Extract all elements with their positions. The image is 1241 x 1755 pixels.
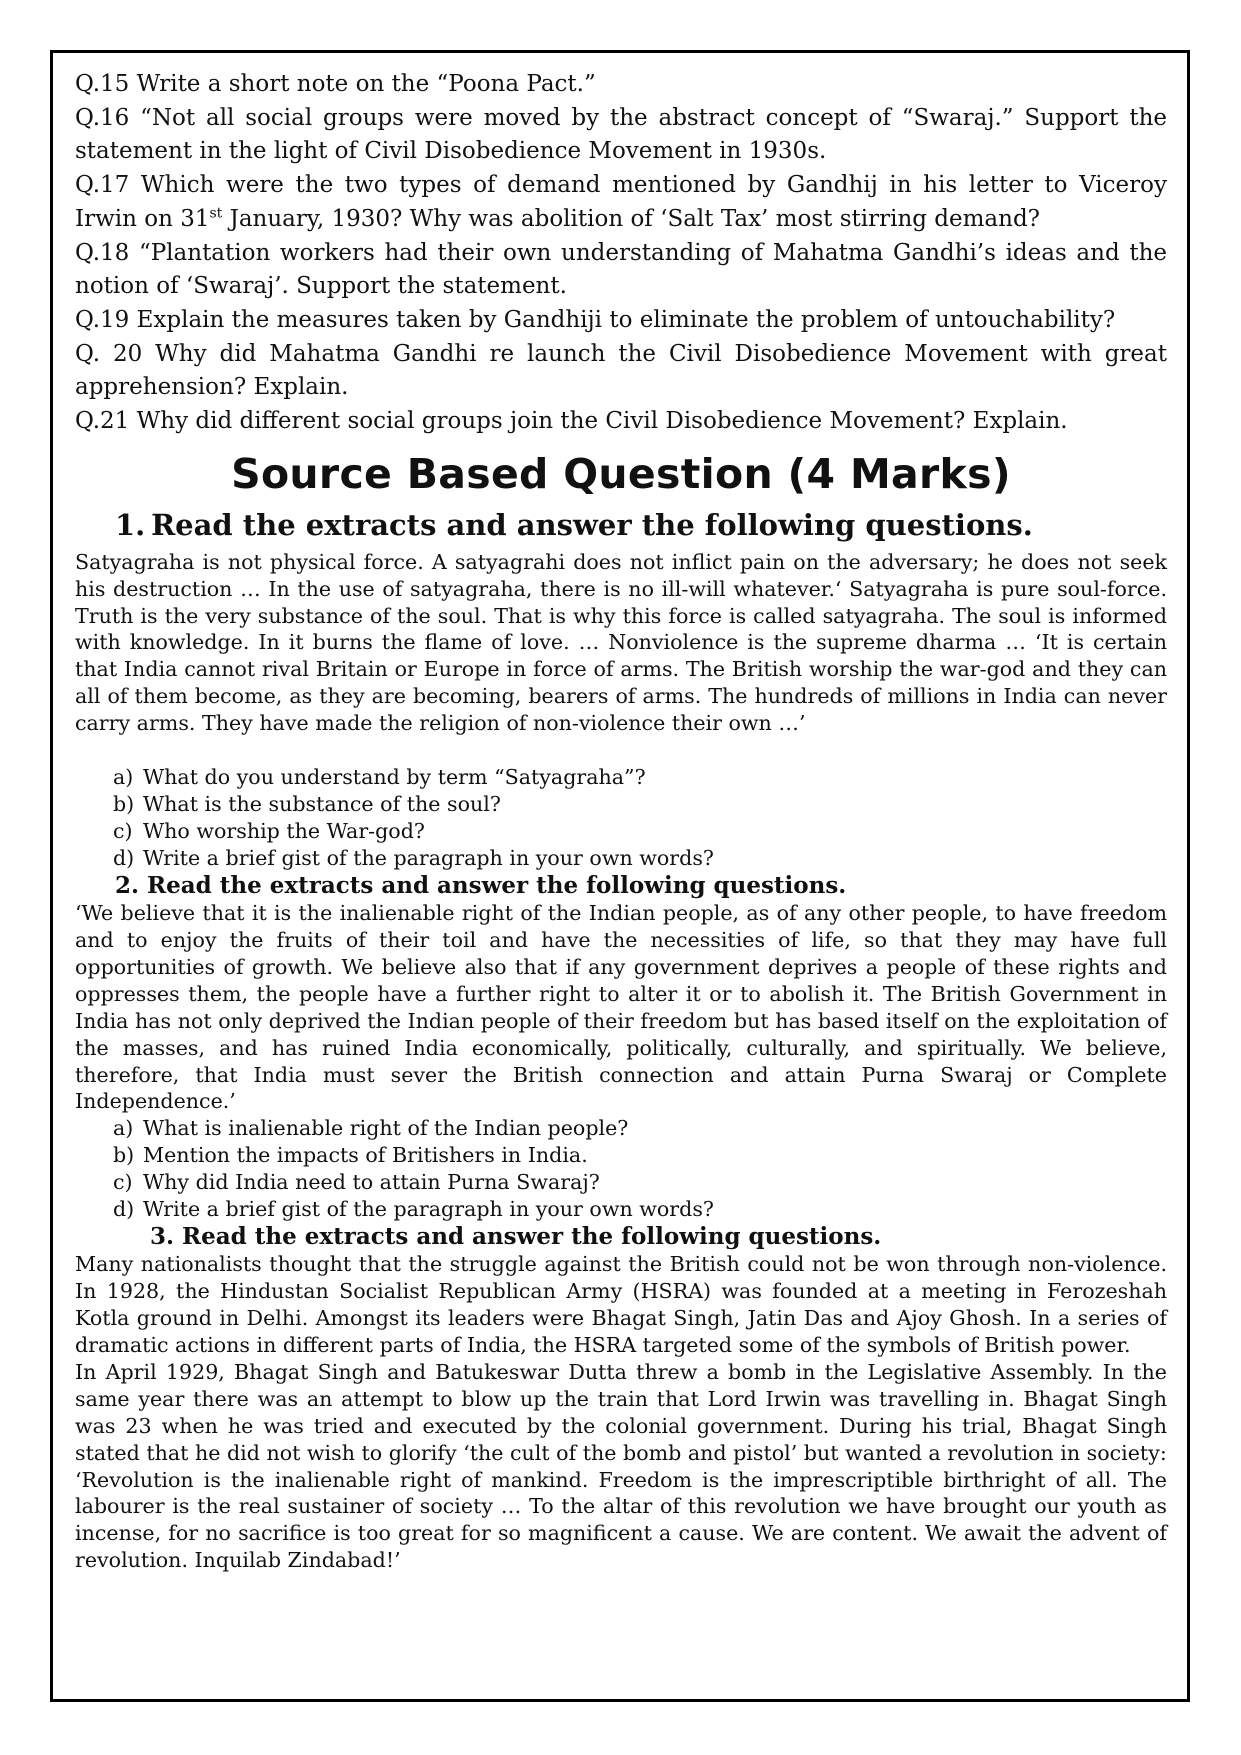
document-body	[75, 68, 1167, 1574]
section-title: Source Based Question (4 Marks)	[231, 449, 1011, 498]
source-2-extract: ‘We believe that it is the inalienable right of the Indian people, as of any other people, to have freedom and to enjoy the fruits of their toil and have the necessities of life, so that they may have full opportunities of growth. We believe also that if any government deprives a people of these rights and oppresses them, the people have a further right to alter it or to abolish it. The British Government in India has not only deprived the Indian people of their freedom but has based itself on the exploitation of the masses, and has ruined India economically, politically, culturally, and spiritually. We believe, therefore, that India must sever the British connection and attain Purna Swaraj or Complete Independence.’	[75, 901, 1167, 1114]
question-16: Q.16 “Not all social groups were moved by the abstract concept of “Swaraj.” Support the statement in the light of Civil Disobedience Movement in 1930s.	[75, 104, 1167, 165]
source-1-heading: 1. Read the extracts and answer the following questions.	[115, 507, 1033, 542]
list-item: c) Who worship the War-god?	[113, 819, 425, 844]
question-19: Q.19 Explain the measures taken by Gandhiji to eliminate the problem of untouchability?	[75, 306, 1116, 333]
list-item: d) Write a brief gist of the paragraph in your own words?	[113, 1197, 714, 1222]
source-3-paragraph-3: ‘Revolution is the inalienable right of mankind. Freedom is the imprescriptible birthright of all. The labourer is the real sustainer of society … To the altar of this revolution we have brought our youth as incense, for no sacrifice is too great for so magnificent a cause. We are content. We await the advent of revolution. Inquilab Zindabad!’	[75, 1467, 1167, 1573]
list-item: c) Why did India need to attain Purna Swaraj?	[113, 1170, 600, 1195]
source-3-paragraph-2: In April 1929, Bhagat Singh and Batukeswar Dutta threw a bomb in the Legislative Assembly. In the same year there was an attempt to blow up the train that Lord Irwin was travelling in. Bhagat Singh was 23 when he was tried and executed by the colonial government. During his trial, Bhagat Singh stated that he did not wish to glorify ‘the cult of the bomb and pistol’ but wanted a revolution in society:	[75, 1359, 1167, 1465]
list-item: b) What is the substance of the soul?	[113, 792, 501, 817]
source-1-questions	[75, 764, 1167, 872]
question-18: Q.18 “Plantation workers had their own understanding of Mahatma Gandhi’s ideas and the notion of ‘Swaraj’. Support the statement.	[75, 239, 1167, 300]
source-3-heading: 3. Read the extracts and answer the following questions.	[150, 1223, 882, 1251]
list-item: b) Mention the impacts of Britishers in India.	[113, 1143, 588, 1168]
source-3-paragraph-1: Many nationalists thought that the struggle against the British could not be won through non-violence. In 1928, the Hindustan Socialist Republican Army (HSRA) was founded at a meeting in Ferozeshah Kotla ground in Delhi. Amongst its leaders were Bhagat Singh, Jatin Das and Ajoy Ghosh. In a series of dramatic actions in different parts of India, the HSRA targeted some of the symbols of British power.	[75, 1252, 1167, 1358]
list-item: a) What is inalienable right of the Indian people?	[113, 1116, 629, 1141]
question-15: Q.15 Write a short note on the “Poona Pact.”	[75, 71, 596, 97]
list-item: a) What do you understand by term “Satyagraha”?	[113, 765, 646, 790]
source-2-questions	[75, 1115, 1167, 1223]
question-17: Q.17 Which were the two types of demand mentioned by Gandhij in his letter to Viceroy Irwin on 31st January, 1930? Why was abolition of ‘Salt Tax’ most stirring demand?	[75, 172, 1167, 232]
question-20: Q. 20 Why did Mahatma Gandhi re launch the Civil Disobedience Movement with great apprehension? Explain.	[75, 340, 1167, 401]
source-2-heading: 2. Read the extracts and answer the following questions.	[115, 872, 847, 900]
source-1-extract: Satyagraha is not physical force. A satyagrahi does not inflict pain on the adversary; he does not seek his destruction … In the use of satyagraha, there is no ill-will whatever.‘ Satyagraha is pure soul-force. Truth is the very substance of the soul. That is why this force is called satyagraha. The soul is informed with knowledge. In it burns the flame of love. … Nonviolence is the supreme dharma … ‘It is certain that India cannot rival Britain or Europe in force of arms. The British worship the war-god and they can all of them become, as they are becoming, bearers of arms. The hundreds of millions in India can never carry arms. They have made the religion of non-violence their own …’	[75, 549, 1167, 736]
question-21: Q.21 Why did different social groups join the Civil Disobedience Movement? Explain.	[75, 408, 1068, 435]
list-item: d) Write a brief gist of the paragraph in your own words?	[113, 846, 714, 871]
